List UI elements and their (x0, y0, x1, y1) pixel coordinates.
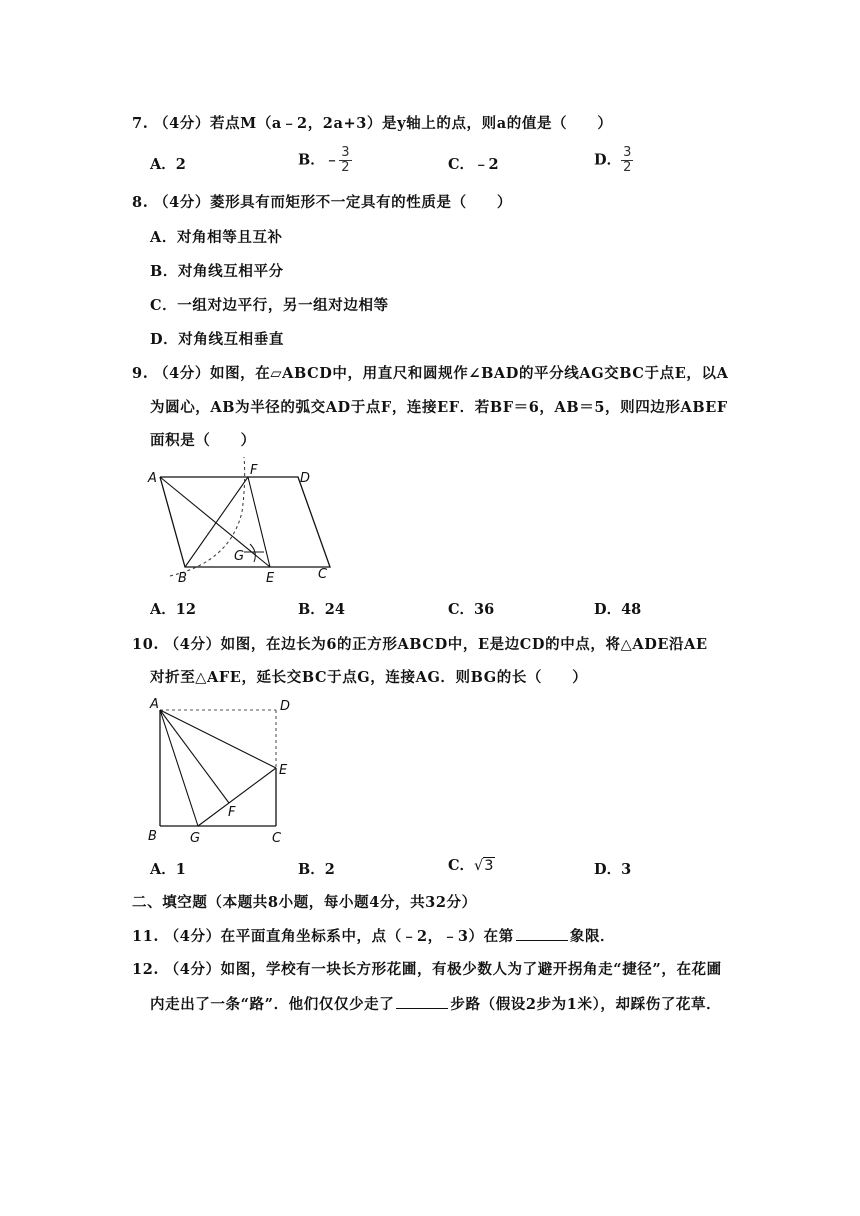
q9-label-f: F (250, 463, 258, 478)
q9-line-ae (160, 477, 270, 567)
q10-label-e: E (279, 763, 288, 778)
q12-text-before: 内走出了一条“路”．他们仅仅少走了 (150, 996, 395, 1013)
q10-line-af (160, 710, 229, 803)
q8-option-a: A．对角相等且互补 (150, 229, 283, 246)
q10-stem-line2: 对折至△AFE，延长交BC于点G，连接AG．则BG的长（ ） (150, 669, 588, 686)
q7-d-denominator: 2 (623, 160, 632, 175)
q7-option-b-fraction (339, 146, 351, 175)
q8-option-b: B．对角线互相平分 (150, 263, 284, 280)
q7-option-d-prefix: D． (594, 151, 622, 169)
q10-line-ag (160, 710, 198, 826)
q9-line-ef (248, 477, 270, 567)
q9-label-c: C (318, 567, 328, 582)
q9-option-b: B．24 (298, 601, 345, 618)
q7-b-denominator: 2 (341, 160, 350, 175)
q9-label-g: G (234, 549, 245, 564)
q10-option-a: A．1 (150, 861, 186, 878)
q9-stem-line1: 9. （4分）如图，在▱ABCD中，用直尺和圆规作∠BAD的平分线AG交BC于点E，以A (132, 365, 729, 382)
q10-line-ae (160, 710, 276, 768)
q9-label-a: A (148, 471, 157, 486)
q10-label-f: F (228, 805, 236, 820)
q11-text-after: 象限． (569, 928, 616, 945)
q9-option-a: A．12 (150, 601, 196, 618)
q7-option-d (594, 146, 633, 175)
q11-stem (132, 925, 615, 946)
q10-label-d: D (280, 699, 291, 714)
q9-label-e: E (266, 571, 275, 586)
q12-answer-blank (396, 994, 448, 1009)
q9-stem-line3: 面积是（ ） (150, 432, 256, 449)
q9-stem-line2: 为圆心，AB为半径的弧交AD于点F，连接EF．若BF＝6，AB＝5，则四边形ABEF (150, 399, 728, 416)
q9-option-d: D．48 (594, 601, 642, 618)
q7-option-b-prefix: B．﹣ (298, 151, 340, 169)
q12-stem-line2 (150, 993, 721, 1014)
q10-label-c: C (272, 831, 282, 846)
q7-b-numerator: 3 (341, 145, 350, 160)
q7-option-a: A．2 (150, 156, 186, 173)
q10-option-c (448, 854, 495, 875)
q8-stem: 8. （4分）菱形具有而矩形不一定具有的性质是（ ） (132, 194, 512, 211)
q9-option-c: C．36 (448, 601, 495, 618)
q12-text-after: 步路（假设2步为1米），却踩伤了花草． (450, 996, 722, 1013)
q10-label-g: G (190, 831, 201, 846)
q11-text-before: 11. （4分）在平面直角坐标系中，点（﹣2，﹣3）在第 (132, 928, 514, 945)
q8-option-c: C．一组对边平行，另一组对边相等 (150, 297, 389, 314)
q9-label-d: D (300, 471, 311, 486)
q7-option-c: C．﹣2 (448, 156, 499, 173)
q10-label-a: A (150, 697, 159, 712)
q11-answer-blank (516, 926, 568, 941)
q10-label-b: B (148, 829, 157, 844)
q10-option-c-radicand: 3 (484, 858, 494, 874)
q10-square-figure (140, 690, 310, 850)
q7-option-b (298, 146, 352, 175)
q10-option-c-sqrt: √3 (474, 858, 494, 874)
q9-parallelogram (160, 477, 330, 567)
section2-heading: 二、填空题（本题共8小题，每小题4分，共32分） (132, 894, 477, 911)
q10-option-d: D．3 (594, 861, 632, 878)
q8-option-d: D．对角线互相垂直 (150, 331, 284, 348)
q12-stem-line1: 12. （4分）如图，学校有一块长方形花圃，有极少数人为了避开拐角走“捷径”，在花圃 (132, 961, 722, 978)
q10-option-b: B．2 (298, 861, 335, 878)
q9-parallelogram-figure (140, 452, 350, 588)
q7-option-d-fraction (621, 146, 633, 175)
q9-label-b: B (178, 571, 187, 586)
q7-d-numerator: 3 (623, 145, 632, 160)
q10-option-c-prefix: C． (448, 857, 475, 874)
q7-stem: 7. （4分）若点M（a﹣2，2a+3）是y轴上的点，则a的值是（ ） (132, 115, 613, 132)
q10-stem-line1: 10. （4分）如图，在边长为6的正方形ABCD中，E是边CD的中点，将△ADE沿AE (132, 636, 708, 653)
